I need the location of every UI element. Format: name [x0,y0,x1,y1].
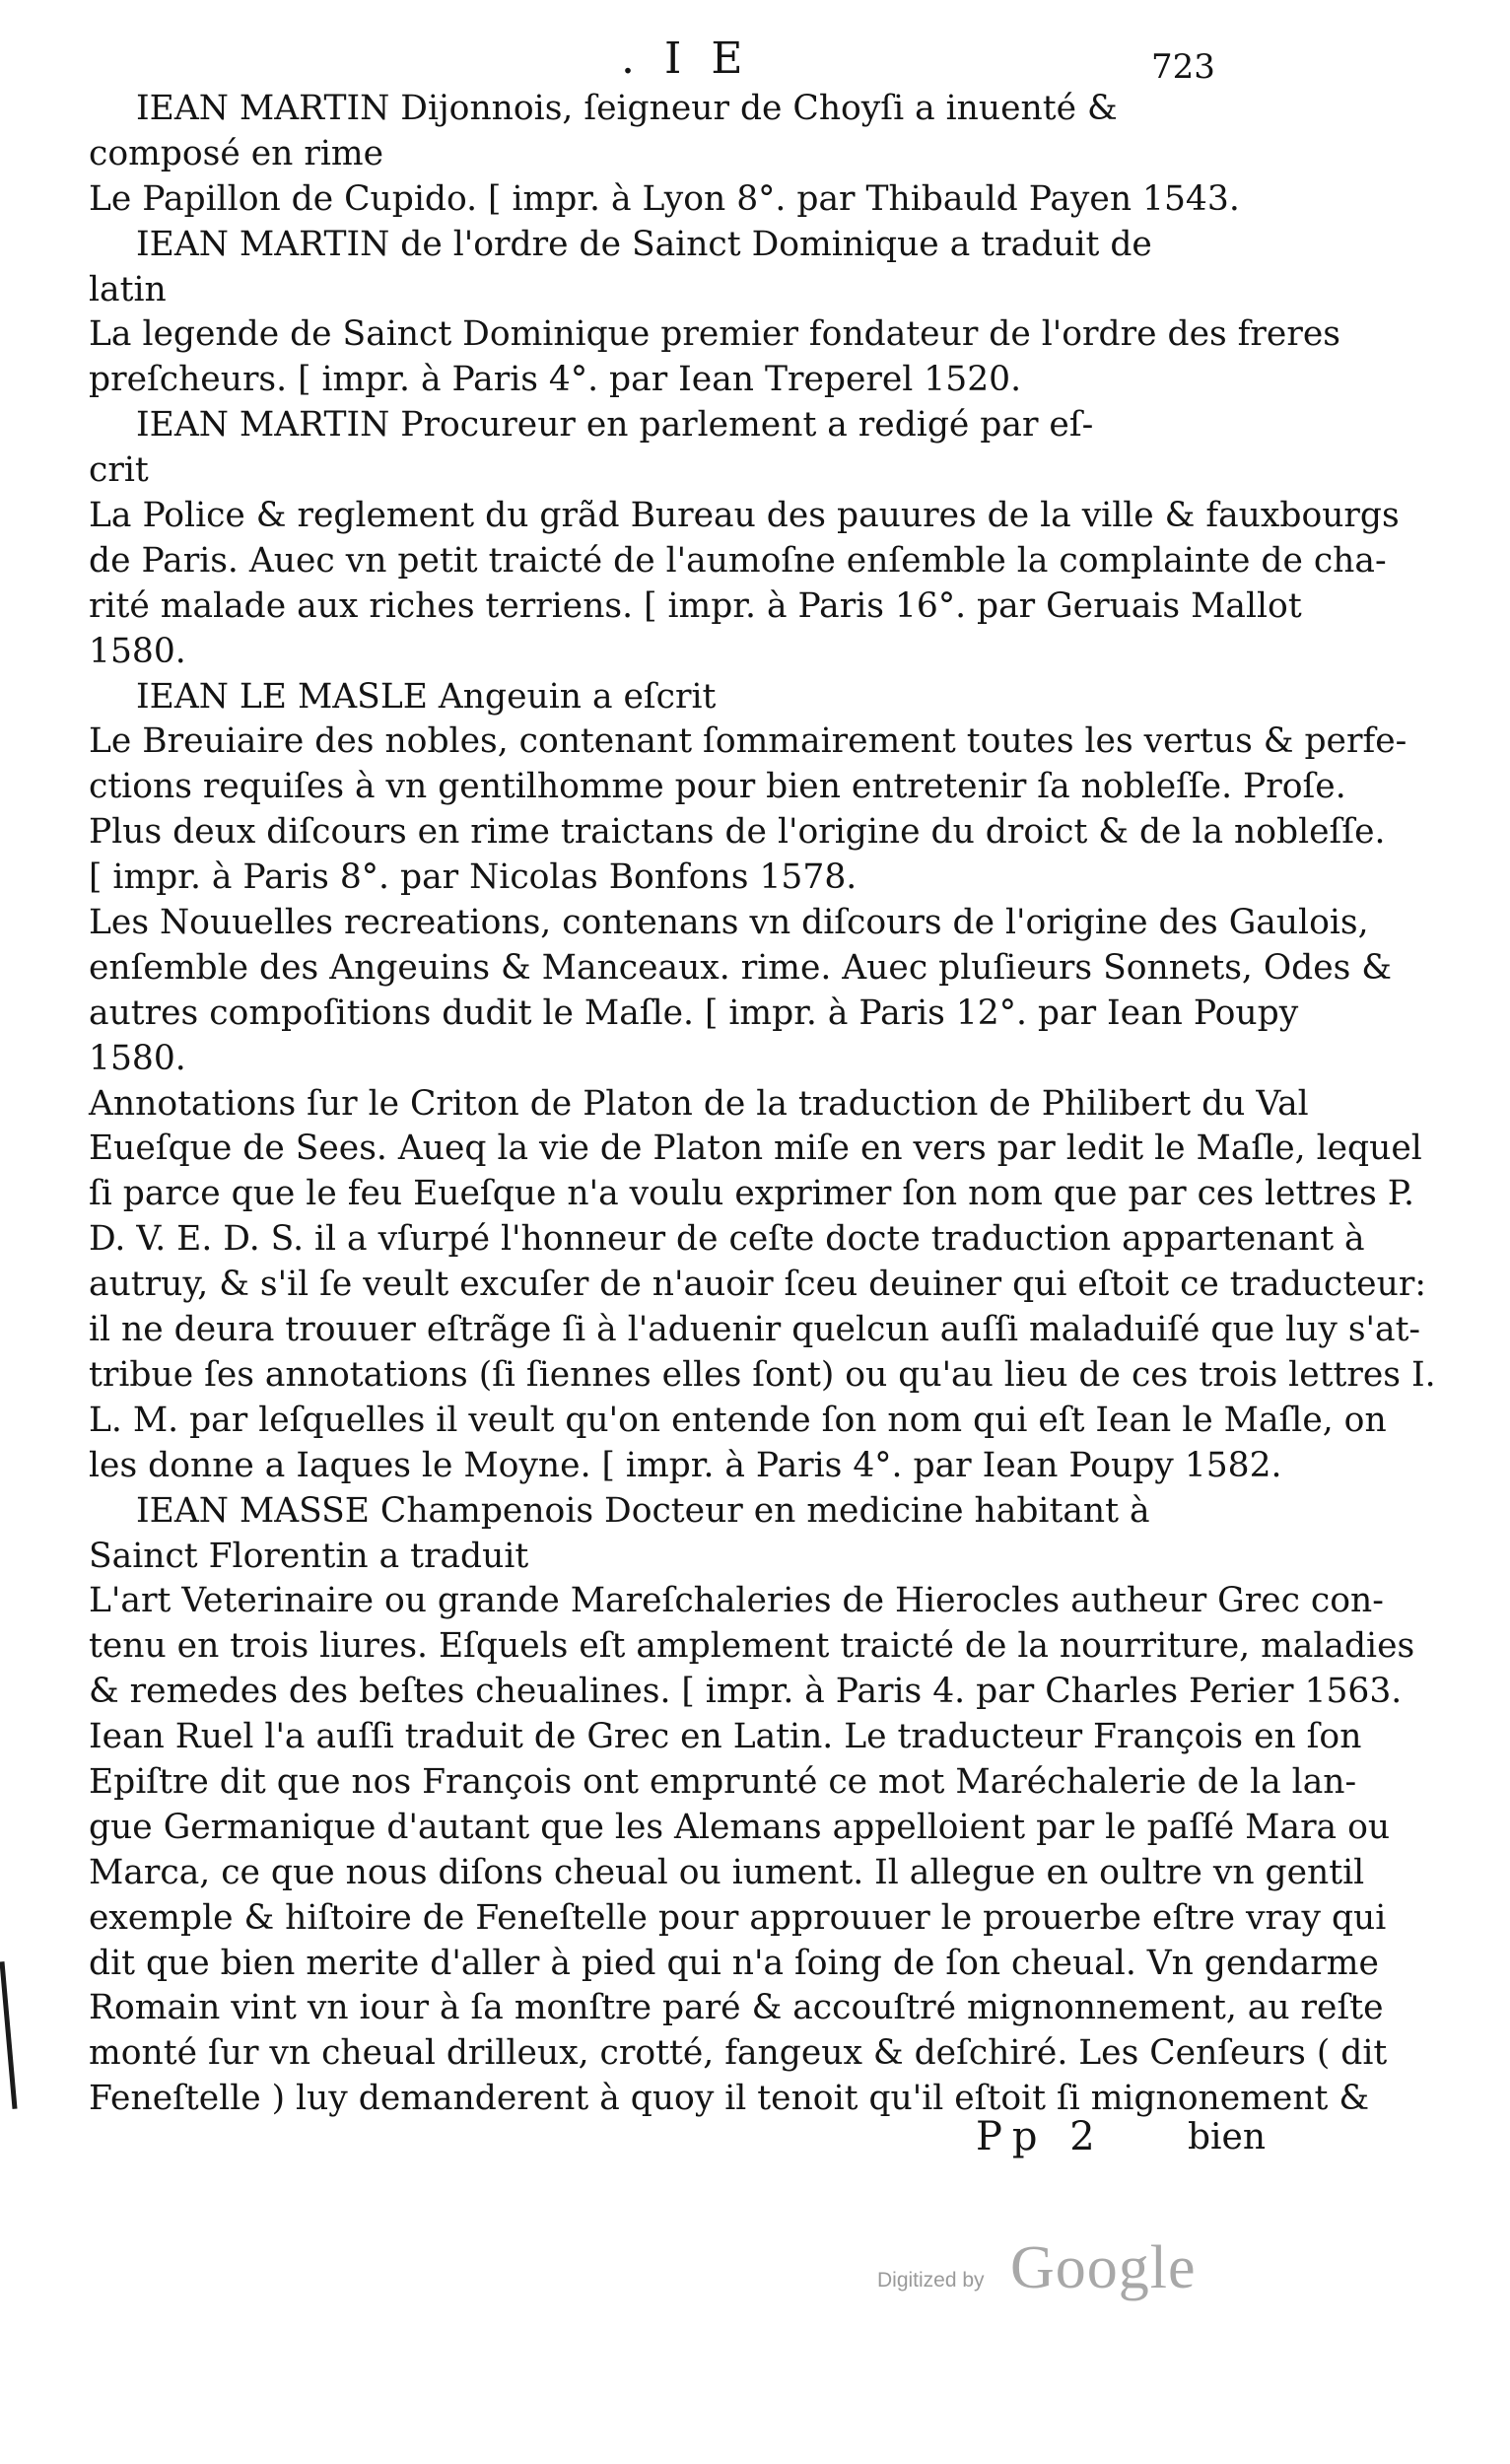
text-line: IEAN LE MASLE Angeuin a eſcrit [136,676,717,717]
text-line: 1580. [89,1038,186,1078]
text-line: tribue ſes annotations (ſi ſiennes elles ſont) ou qu'au lieu de ces trois lettres I. [89,1354,1436,1395]
text-line: Le Papillon de Cupido. [ impr. à Lyon 8°. par Thibauld Payen 1543. [89,178,1240,219]
text-line: Eueſque de Sees. Aueq la vie de Platon miſe en vers par ledit le Maſle, lequel [89,1129,1422,1169]
page-number: 723 [1151,47,1215,87]
text-line: exemple & hiſtoire de Feneſtelle pour approuuer le prouerbe eſtre vray qui [89,1897,1387,1938]
body-text [89,87,1436,2122]
text-line: gue Germanique d'autant que les Alemans appelloient par le paſſé Mara ou [89,1807,1391,1847]
text-line: 1580. [89,631,186,671]
text-line: latin [89,269,167,309]
catchword: bien [1188,2117,1267,2157]
text-line: autruy, & s'il ſe veult excuſer de n'auoir ſceu deuiner qui eſtoit ce traducteur: [89,1265,1426,1305]
text-line: IEAN MARTIN Dijonnois, ſeigneur de Choyſi a inuenté & [136,89,1118,128]
text-line: La legende de Sainct Dominique premier fondateur de l'ordre des freres [89,314,1340,355]
text-line: Iean Ruel l'a auſſi traduit de Grec en Latin. Le traducteur François en ſon [89,1717,1362,1757]
text-line: Marca, ce que nous diſons cheual ou iument. Il allegue en oultre vn gentil [89,1852,1365,1892]
text-line: ſi parce que le feu Eueſque n'a voulu exprimer ſon nom que par ces lettres P. [89,1174,1414,1214]
text-line: Feneſtelle ) luy demanderent à quoy il tenoit qu'il eſtoit ſi mignonement & [89,2079,1370,2119]
text-line: crit [89,450,149,491]
digitized-by-label: Digitized by [877,2269,985,2292]
text-line: Le Breuiaire des nobles, contenant ſommairement toutes les vertus & perfe- [89,721,1407,762]
text-line: Epiſtre dit que nos François ont emprunté ce mot Maréchalerie de la lan- [89,1761,1357,1802]
text-line: dit que bien merite d'aller à pied qui n'a ſoing de ſon cheual. Vn gendarme [89,1943,1379,1983]
running-title: . I E [621,34,751,84]
text-line: La Police & reglement du grãd Bureau des pauures de la ville & fauxbourgs [89,496,1400,536]
text-line: autres compoſitions dudit le Maſle. [ impr. à Paris 12°. par Iean Poupy [89,992,1299,1033]
text-line: tenu en trois liures. Eſquels eſt amplement traicté de la nourriture, maladies [89,1626,1415,1667]
text-line: ctions requiſes à vn gentilhomme pour bien entretenir ſa nobleſſe. Proſe. [89,767,1346,807]
text-line: Les Nouuelles recreations, contenans vn diſcours de l'origine des Gaulois, [89,903,1369,943]
text-line: Sainct Florentin a traduit [89,1536,529,1576]
text-line: les donne a Iaques le Moyne. [ impr. à Paris 4°. par Iean Poupy 1582. [89,1445,1282,1485]
google-watermark: Google [1010,2234,1197,2301]
text-line: monté ſur vn cheual drilleux, crotté, fangeux & deſchiré. Les Cenſeurs ( dit [89,2033,1388,2074]
text-line: IEAN MASSE Champenois Docteur en medicine habitant à [136,1490,1150,1531]
text-line: il ne deura trouuer eſtrãge ſi à l'aduenir quelcun auſſi maladuiſé que luy s'at- [89,1310,1421,1350]
text-line: enſemble des Angeuins & Manceaux. rime. Auec pluſieurs Sonnets, Odes & [89,947,1393,988]
text-line: & remedes des beſtes cheualines. [ impr. à Paris 4. par Charles Perier 1563. [89,1672,1403,1712]
text-line: rité malade aux riches terriens. [ impr. à Paris 16°. par Geruais Mallot [89,585,1302,626]
text-line: de Paris. Auec vn petit traicté de l'aumoſne enſemble la complainte de cha- [89,540,1387,581]
text-line: Annotations ſur le Criton de Platon de la traduction de Philibert du Val [89,1083,1309,1124]
text-line: composé en rime [89,133,384,173]
signature-mark: Pp 2 [976,2114,1105,2159]
text-line: D. V. E. D. S. il a vſurpé l'honneur de ceſte docte traduction appartenant à [89,1219,1365,1260]
text-line: preſcheurs. [ impr. à Paris 4°. par Iean Treperel 1520. [89,360,1022,400]
text-line: IEAN MARTIN de l'ordre de Sainct Dominique a traduit de [136,224,1152,264]
text-line: Plus deux diſcours en rime traictans de l'origine du droict & de la nobleſſe. [89,812,1386,853]
text-line: IEAN MARTIN Procureur en parlement a redigé par eſ- [136,405,1094,445]
text-line: L'art Veterinaire ou grande Mareſchaleries de Hierocles autheur Grec con- [89,1581,1384,1621]
text-line: [ impr. à Paris 8°. par Nicolas Bonfons 1578. [89,857,858,898]
text-line: L. M. par leſquelles il veult qu'on entende ſon nom qui eſt Iean le Maſle, on [89,1400,1387,1440]
margin-ink-stroke [0,1961,18,2109]
text-line: Romain vint vn iour à ſa monſtre paré & accouſtré mignonnement, au reſte [89,1988,1384,2028]
